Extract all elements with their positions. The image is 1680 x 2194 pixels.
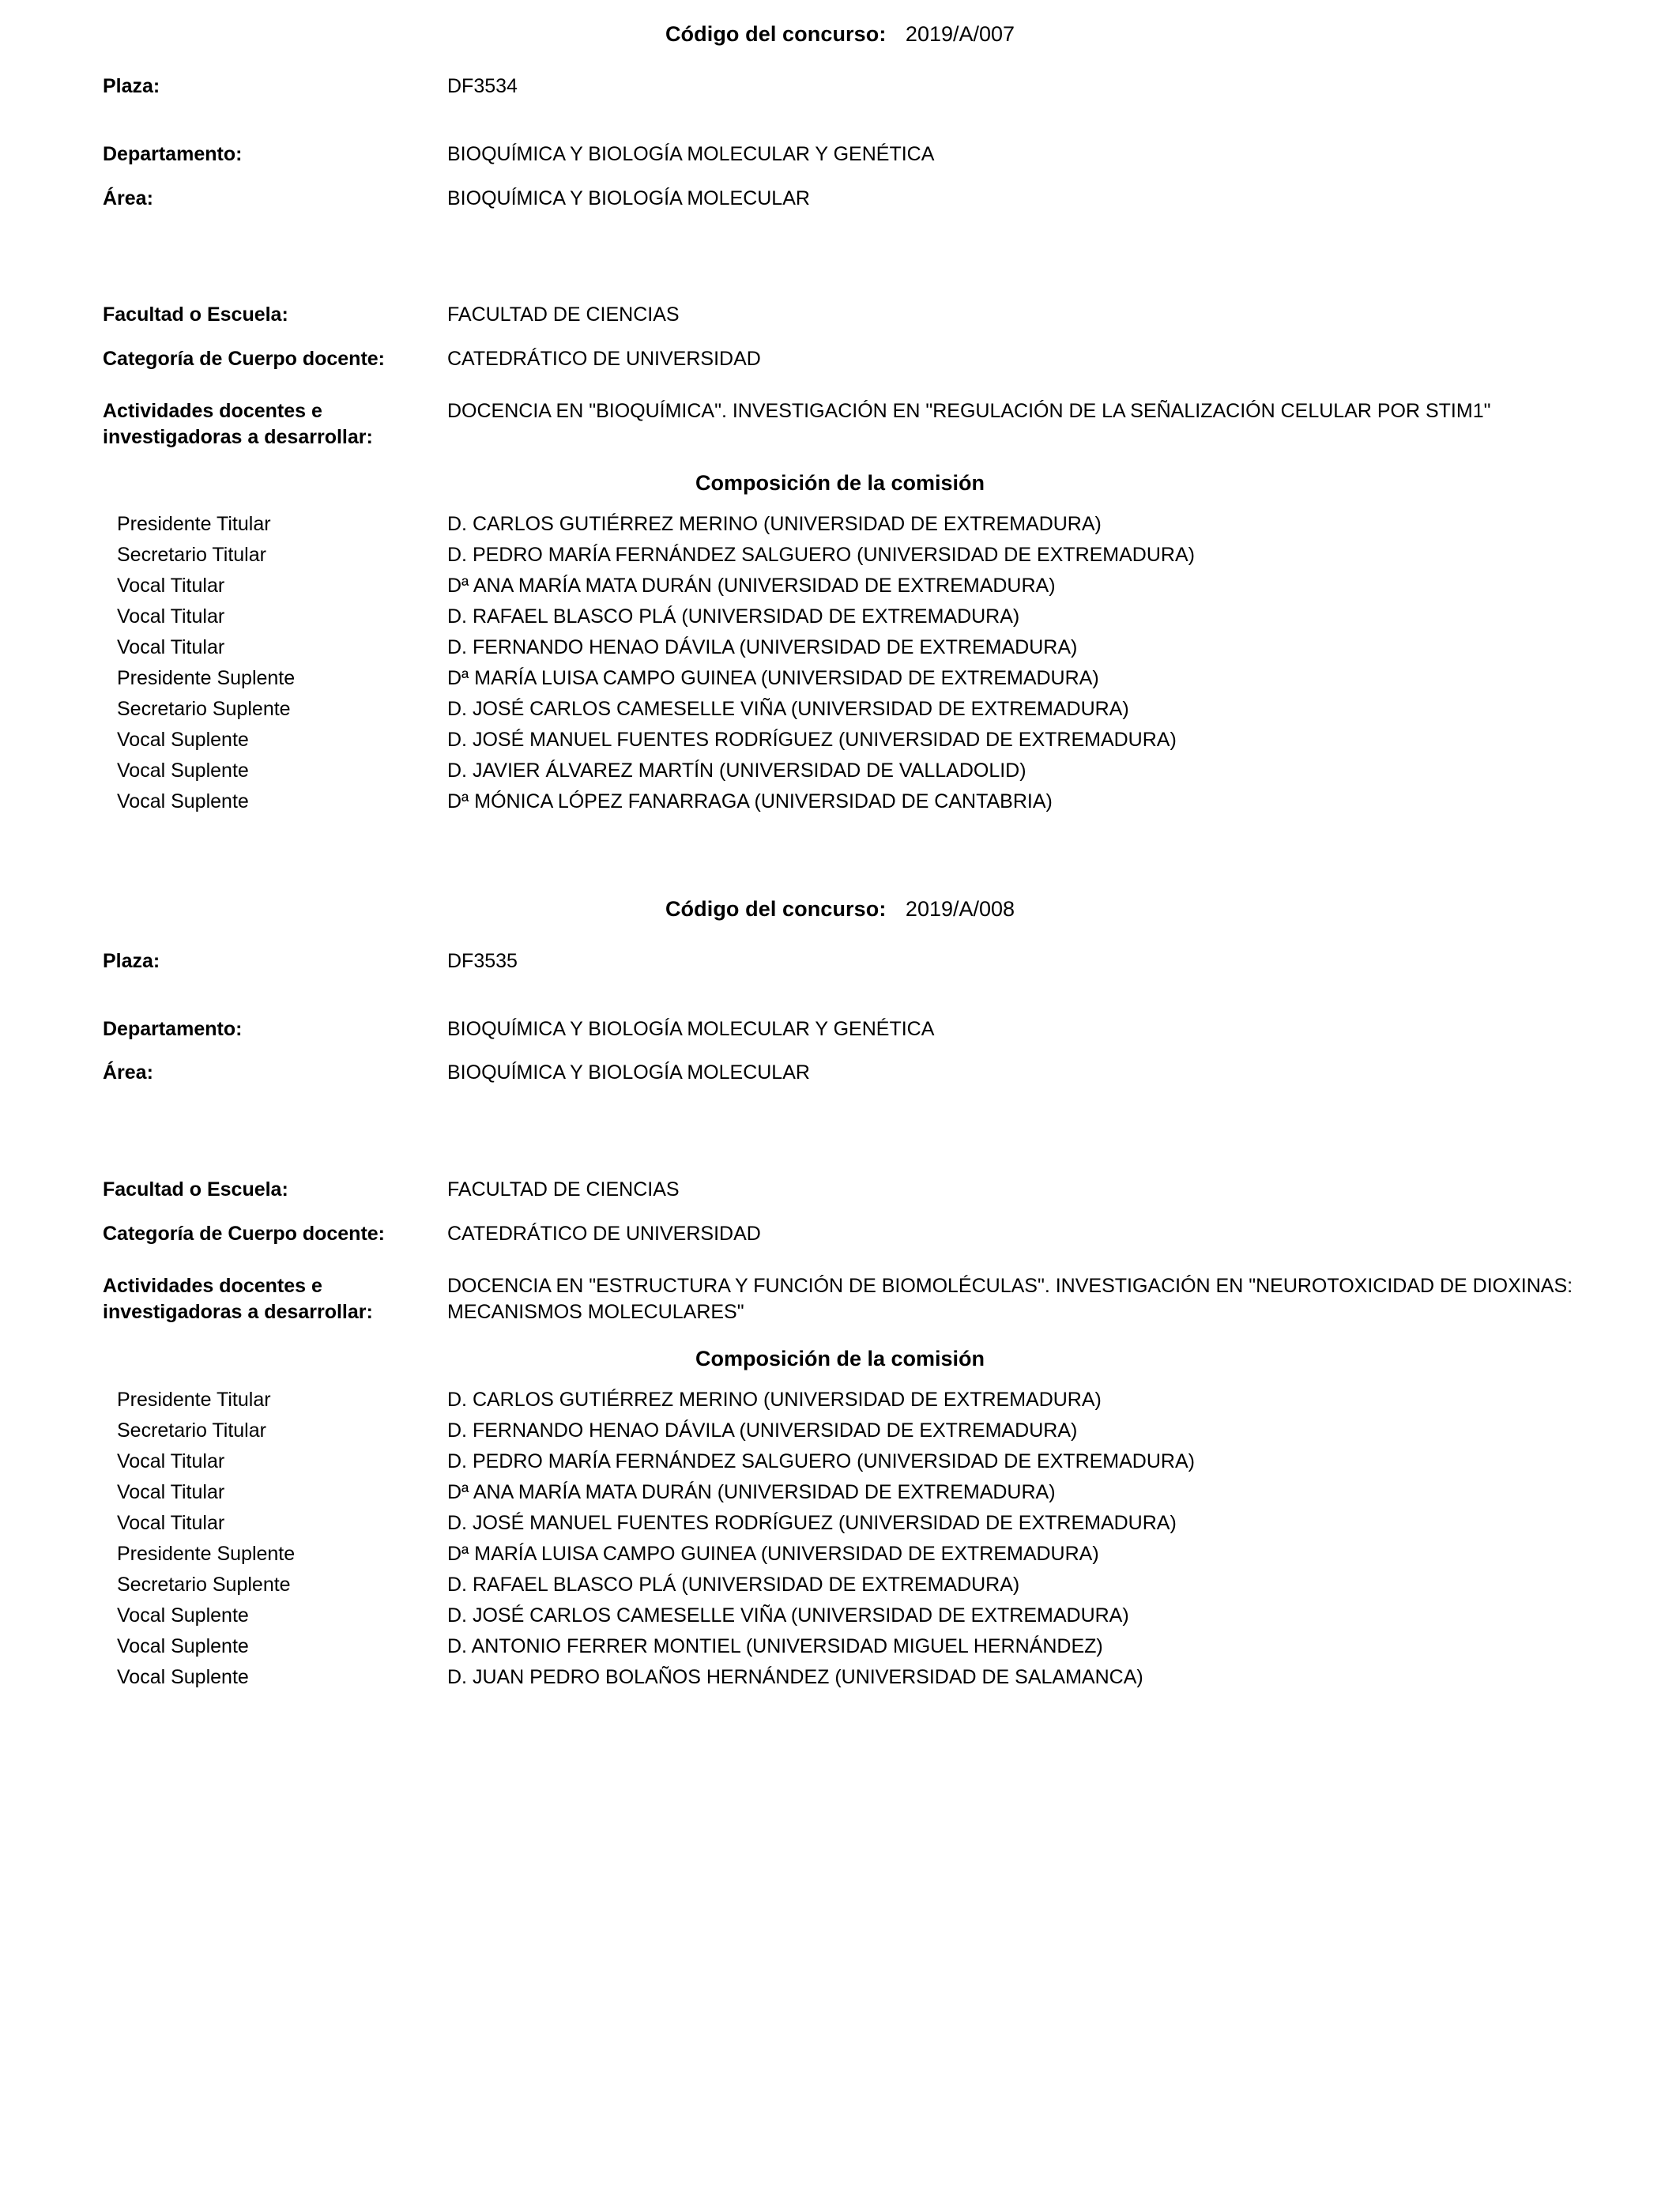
comision-person: D. CARLOS GUTIÉRREZ MERINO (UNIVERSIDAD DE EXTREMADURA): [447, 512, 1102, 535]
field-value-departamento: BIOQUÍMICA Y BIOLOGÍA MOLECULAR Y GENÉTICA: [447, 142, 935, 165]
comision-list: [76, 510, 1604, 816]
field-value-plaza: DF3534: [447, 75, 518, 97]
comision-person: Dª ANA MARÍA MATA DURÁN (UNIVERSIDAD DE EXTREMADURA): [447, 1481, 1056, 1503]
comision-person: D. RAFAEL BLASCO PLÁ (UNIVERSIDAD DE EXTREMADURA): [447, 1574, 1020, 1596]
field-label-departamento: Departamento:: [103, 1017, 243, 1040]
comision-item: [76, 1509, 1604, 1538]
field-value-categoria: CATEDRÁTICO DE UNIVERSIDAD: [447, 1222, 761, 1245]
field-label-categoria: Categoría de Cuerpo docente:: [103, 348, 385, 370]
comision-item: [76, 787, 1604, 816]
field-value-area: BIOQUÍMICA Y BIOLOGÍA MOLECULAR: [447, 1061, 810, 1084]
comision-role: Vocal Titular: [117, 1481, 225, 1503]
comision-list: [76, 1385, 1604, 1692]
concurso-block: [76, 22, 1604, 816]
comision-role: Vocal Suplente: [117, 728, 249, 751]
comision-person: D. CARLOS GUTIÉRREZ MERINO (UNIVERSIDAD DE EXTREMADURA): [447, 1389, 1102, 1411]
comision-person: Dª ANA MARÍA MATA DURÁN (UNIVERSIDAD DE EXTREMADURA): [447, 574, 1056, 597]
field-plaza: [76, 74, 1604, 100]
comision-item: [76, 695, 1604, 724]
comision-item: [76, 1447, 1604, 1476]
spacer: [76, 105, 1604, 141]
field-departamento: [76, 1016, 1604, 1043]
comision-item: [76, 1570, 1604, 1600]
comision-role: Secretario Titular: [117, 1419, 266, 1442]
field-label-departamento: Departamento:: [103, 142, 243, 165]
field-value-actividades: DOCENCIA EN "BIOQUÍMICA". INVESTIGACIÓN EN "REGULACIÓN DE LA SEÑALIZACIÓN CELULAR POR STIM1": [447, 399, 1491, 422]
field-value-facultad: FACULTAD DE CIENCIAS: [447, 1178, 680, 1201]
comision-role: Vocal Titular: [117, 574, 225, 597]
comision-person: D. JOSÉ MANUEL FUENTES RODRÍGUEZ (UNIVERSIDAD DE EXTREMADURA): [447, 1512, 1177, 1534]
comision-person: D. ANTONIO FERRER MONTIEL (UNIVERSIDAD MIGUEL HERNÁNDEZ): [447, 1635, 1103, 1657]
comision-title: Composición de la comisión: [695, 470, 985, 495]
comision-title: Composición de la comisión: [695, 1347, 985, 1370]
spacer: [76, 217, 1604, 302]
field-value-categoria: CATEDRÁTICO DE UNIVERSIDAD: [447, 348, 761, 370]
comision-role: Vocal Titular: [117, 1512, 225, 1534]
comision-item: [76, 1540, 1604, 1569]
comision-item: [76, 1663, 1604, 1692]
comision-person: D. PEDRO MARÍA FERNÁNDEZ SALGUERO (UNIVERSIDAD DE EXTREMADURA): [447, 1450, 1195, 1472]
concurso-code-label: Código del concurso:: [665, 22, 887, 46]
comision-role: Presidente Suplente: [117, 1543, 296, 1565]
comision-role: Vocal Suplente: [117, 1604, 249, 1627]
comision-person: Dª MÓNICA LÓPEZ FANARRAGA (UNIVERSIDAD DE CANTABRIA): [447, 790, 1053, 812]
comision-person: D. JOSÉ CARLOS CAMESELLE VIÑA (UNIVERSIDAD DE EXTREMADURA): [447, 697, 1129, 720]
concurso-block: [76, 897, 1604, 1692]
field-label-facultad: Facultad o Escuela:: [103, 303, 288, 326]
comision-item: [76, 756, 1604, 786]
field-label-area: Área:: [103, 187, 153, 209]
concurso-code-header: [76, 22, 1604, 47]
concurso-code-label: Código del concurso:: [665, 896, 887, 921]
comision-role: Presidente Titular: [117, 512, 271, 535]
comision-role: Secretario Titular: [117, 543, 266, 566]
comision-role: Vocal Suplente: [117, 759, 249, 782]
comision-person: D. FERNANDO HENAO DÁVILA (UNIVERSIDAD DE EXTREMADURA): [447, 1419, 1078, 1442]
comision-role: Vocal Suplente: [117, 790, 249, 812]
comision-role: Presidente Titular: [117, 1389, 271, 1411]
field-categoria: [76, 1221, 1604, 1248]
comision-item: [76, 1632, 1604, 1661]
comision-person: D. JAVIER ÁLVAREZ MARTÍN (UNIVERSIDAD DE VALLADOLID): [447, 759, 1026, 782]
comision-item: [76, 1385, 1604, 1415]
field-value-area: BIOQUÍMICA Y BIOLOGÍA MOLECULAR: [447, 187, 810, 209]
field-value-plaza: DF3535: [447, 949, 518, 972]
field-categoria: [76, 346, 1604, 373]
field-value-departamento: BIOQUÍMICA Y BIOLOGÍA MOLECULAR Y GENÉTICA: [447, 1017, 935, 1040]
comision-role: Presidente Suplente: [117, 666, 296, 689]
spacer: [76, 980, 1604, 1016]
field-facultad: [76, 302, 1604, 329]
comision-item: [76, 1478, 1604, 1507]
comision-item: [76, 1416, 1604, 1446]
field-label-actividades: Actividades docentes e investigadoras a desarrollar:: [103, 399, 373, 448]
comision-item: [76, 602, 1604, 631]
field-value-actividades: DOCENCIA EN "ESTRUCTURA Y FUNCIÓN DE BIOMOLÉCULAS". INVESTIGACIÓN EN "NEUROTOXICIDAD DE DIOXINAS: MECANISMOS MOLECULARES": [447, 1274, 1573, 1324]
comision-item: [76, 571, 1604, 601]
concurso-code-value: 2019/A/007: [905, 22, 1015, 46]
block-separator: [76, 818, 1604, 897]
comision-person: D. JOSÉ MANUEL FUENTES RODRÍGUEZ (UNIVERSIDAD DE EXTREMADURA): [447, 728, 1177, 751]
field-area: [76, 1060, 1604, 1087]
field-plaza: [76, 948, 1604, 975]
spacer: [76, 1091, 1604, 1177]
field-label-area: Área:: [103, 1061, 153, 1084]
comision-person: D. JOSÉ CARLOS CAMESELLE VIÑA (UNIVERSIDAD DE EXTREMADURA): [447, 1604, 1129, 1627]
field-actividades: [76, 398, 1604, 450]
comision-item: [76, 664, 1604, 693]
comision-role: Vocal Titular: [117, 605, 225, 628]
comision-role: Secretario Suplente: [117, 1574, 291, 1596]
field-facultad: [76, 1177, 1604, 1204]
comision-item: [76, 1601, 1604, 1630]
field-label-categoria: Categoría de Cuerpo docente:: [103, 1222, 385, 1245]
concurso-code-value: 2019/A/008: [905, 896, 1015, 921]
comision-role: Vocal Suplente: [117, 1666, 249, 1688]
comision-person: Dª MARÍA LUISA CAMPO GUINEA (UNIVERSIDAD DE EXTREMADURA): [447, 1543, 1099, 1565]
comision-person: D. FERNANDO HENAO DÁVILA (UNIVERSIDAD DE EXTREMADURA): [447, 635, 1078, 658]
concurso-code-header: [76, 897, 1604, 922]
field-area: [76, 186, 1604, 213]
comision-person: D. PEDRO MARÍA FERNÁNDEZ SALGUERO (UNIVERSIDAD DE EXTREMADURA): [447, 543, 1195, 566]
field-label-plaza: Plaza:: [103, 949, 160, 972]
field-actividades: [76, 1273, 1604, 1327]
comision-item: [76, 633, 1604, 662]
comision-role: Vocal Titular: [117, 1450, 225, 1472]
field-label-plaza: Plaza:: [103, 75, 160, 97]
comision-person: D. JUAN PEDRO BOLAÑOS HERNÁNDEZ (UNIVERSIDAD DE SALAMANCA): [447, 1666, 1143, 1688]
field-value-facultad: FACULTAD DE CIENCIAS: [447, 303, 680, 326]
comision-person: D. RAFAEL BLASCO PLÁ (UNIVERSIDAD DE EXTREMADURA): [447, 605, 1020, 628]
comision-role: Vocal Titular: [117, 635, 225, 658]
field-label-facultad: Facultad o Escuela:: [103, 1178, 288, 1201]
comision-item: [76, 541, 1604, 570]
field-departamento: [76, 141, 1604, 168]
comision-item: [76, 510, 1604, 539]
field-label-actividades: Actividades docentes e investigadoras a desarrollar:: [103, 1274, 373, 1323]
comision-person: Dª MARÍA LUISA CAMPO GUINEA (UNIVERSIDAD DE EXTREMADURA): [447, 666, 1099, 689]
comision-item: [76, 726, 1604, 755]
comision-role: Vocal Suplente: [117, 1635, 249, 1657]
comision-role: Secretario Suplente: [117, 697, 291, 720]
